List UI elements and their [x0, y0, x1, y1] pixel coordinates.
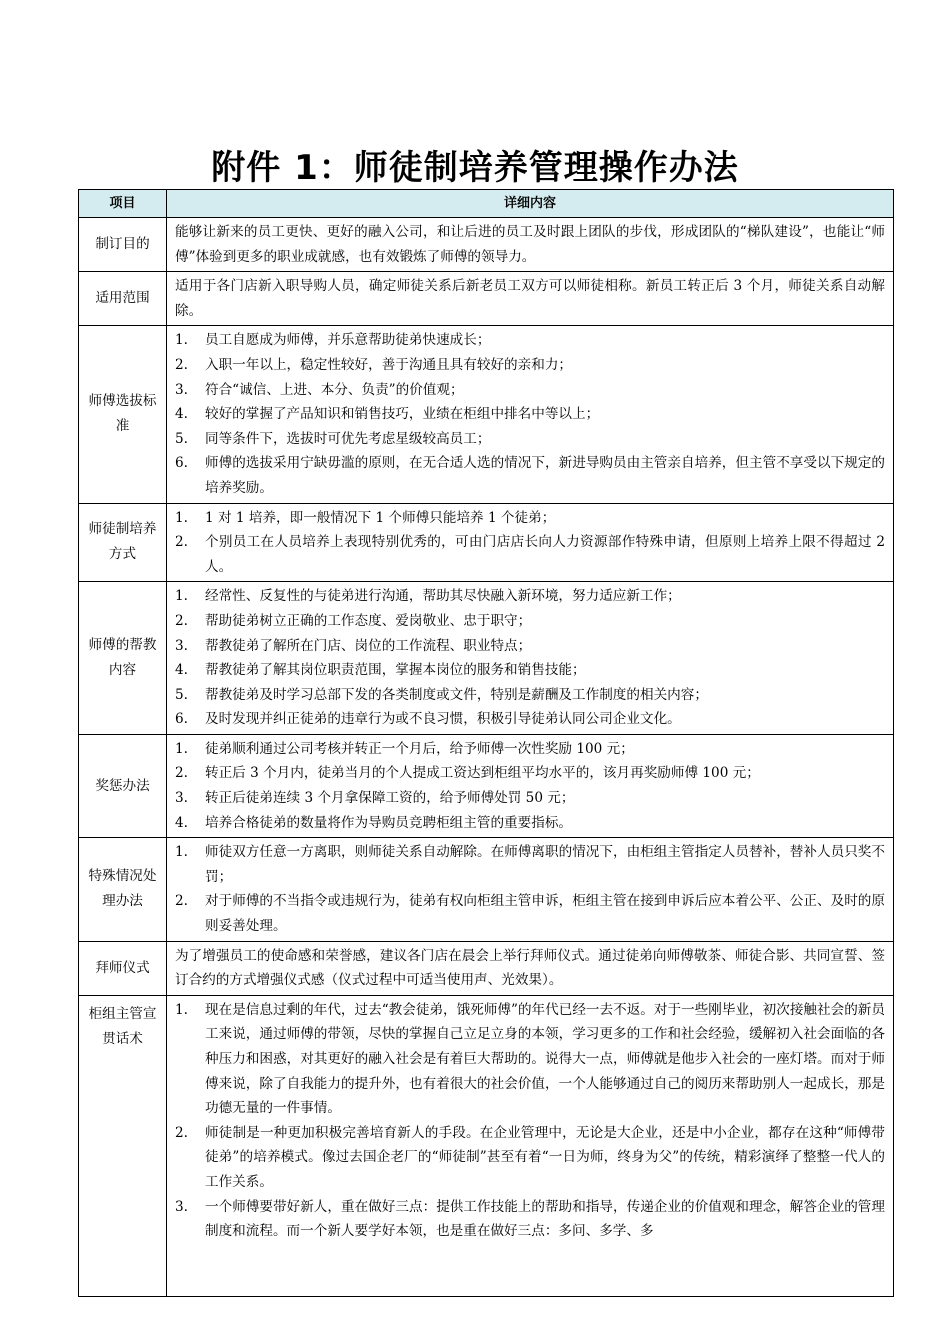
page-title: 附件 1：师徒制培养管理操作办法 [211, 148, 739, 188]
list-item [175, 1195, 885, 1244]
numbered-list [175, 506, 885, 580]
row-item: 柜组主管宣贯话术 [79, 995, 167, 1296]
row-detail [167, 503, 894, 582]
list-number: 2. [175, 893, 188, 910]
list-number: 6. [175, 455, 188, 472]
list-number: 1. [175, 509, 188, 526]
row-detail [167, 582, 894, 735]
truncated-content [175, 998, 885, 1294]
row-detail [167, 838, 894, 941]
header-detail: 详细内容 [167, 190, 894, 218]
table-row [79, 838, 894, 941]
list-number: 3. [175, 1198, 188, 1215]
row-detail [167, 734, 894, 837]
list-number: 2. [175, 534, 188, 551]
list-text: 师傅的选拔采用宁缺毋滥的原则，在无合适人选的情况下，新进导购员由主管亲自培养，但主管不享受以下规定的培养奖励。 [205, 455, 885, 496]
row-item: 拜师仪式 [79, 941, 167, 995]
list-number: 3. [175, 790, 188, 807]
list-number: 2. [175, 356, 188, 373]
list-number: 5. [175, 430, 188, 447]
numbered-list [175, 840, 885, 938]
table-row [79, 582, 894, 735]
row-item: 制订目的 [79, 218, 167, 272]
table-row [79, 272, 894, 326]
list-item [175, 811, 885, 836]
numbered-list [175, 584, 885, 732]
list-item [175, 402, 885, 427]
numbered-list [175, 328, 885, 500]
list-item [175, 1121, 885, 1195]
list-number: 2. [175, 765, 188, 782]
list-text: 帮教徒弟及时学习总部下发的各类制度或文件，特别是薪酬及工作制度的相关内容； [205, 686, 708, 703]
row-detail: 适用于各门店新入职导购人员，确定师徒关系后新老员工双方可以师徒相称。新员工转正后 3 个月，师徒关系自动解除。 [167, 272, 894, 326]
list-number: 1. [175, 588, 188, 605]
list-number: 1. [175, 844, 188, 861]
list-item [175, 634, 885, 659]
list-number: 1. [175, 332, 188, 349]
list-item [175, 451, 885, 500]
numbered-list [175, 998, 885, 1244]
list-text: 入职一年以上，稳定性较好，善于沟通且具有较好的亲和力； [205, 356, 573, 373]
list-text: 帮助徒弟树立正确的工作态度、爱岗敬业、忠于职守； [205, 612, 532, 629]
list-item [175, 427, 885, 452]
header-item: 项目 [79, 190, 167, 218]
list-number: 4. [175, 662, 188, 679]
list-text: 师徒制是一种更加积极完善培育新人的手段。在企业管理中，无论是大企业，还是中小企业，都存在这种“师傅带徒弟”的培养模式。像过去国企老厂的“师徒制”甚至有着“一日为师，终身为父”的传统，精彩演绎了整整一代人的工作关系。 [205, 1124, 885, 1190]
row-detail [167, 326, 894, 503]
list-text: 帮教徒弟了解所在门店、岗位的工作流程、职业特点； [205, 637, 532, 654]
table-row [79, 218, 894, 272]
list-item [175, 506, 885, 531]
table-header-row [79, 190, 894, 218]
table-row [79, 995, 894, 1296]
list-item [175, 658, 885, 683]
list-number: 6. [175, 711, 188, 728]
list-number: 5. [175, 686, 188, 703]
row-detail: 为了增强员工的使命感和荣誉感，建议各门店在晨会上举行拜师仪式。通过徒弟向师傅敬茶、师徒合影、共同宣誓、签订合约的方式增强仪式感（仪式过程中可适当使用声、光效果）。 [167, 941, 894, 995]
list-item [175, 584, 885, 609]
list-text: 员工自愿成为师傅，并乐意帮助徒弟快速成长； [205, 332, 491, 349]
list-text: 较好的掌握了产品知识和销售技巧，业绩在柜组中排名中等以上； [205, 406, 600, 423]
list-item [175, 353, 885, 378]
list-item [175, 609, 885, 634]
list-item [175, 530, 885, 579]
list-text: 经常性、反复性的与徒弟进行沟通，帮助其尽快融入新环境，努力适应新工作； [205, 588, 681, 605]
table-row [79, 941, 894, 995]
list-text: 徒弟顺利通过公司考核并转正一个月后，给予师傅一次性奖励 100 元； [205, 740, 634, 757]
list-number: 4. [175, 814, 188, 831]
list-text: 现在是信息过剩的年代，过去“教会徒弟，饿死师傅”的年代已经一去不返。对于一些刚毕业，初次接触社会的新员工来说，通过师傅的带领，尽快的掌握自己立足立身的本领，学习更多的工作和社会经验，缓解初入社会面临的各种压力和困惑，对其更好的融入社会是有着巨大帮助的。说得大一点，师傅就是他步入社会的一座灯塔。而对于师傅来说，除了自我能力的提升外，也有着很大的社会价值，一个人能够通过自己的阅历来帮助别人一起成长，那是功德无量的一件事情。 [205, 1001, 885, 1117]
list-item [175, 328, 885, 353]
list-number: 4. [175, 406, 188, 423]
list-number: 2. [175, 1124, 188, 1141]
list-number: 1. [175, 740, 188, 757]
table-row [79, 326, 894, 503]
row-item: 特殊情况处理办法 [79, 838, 167, 941]
list-text: 转正后徒弟连续 3 个月拿保障工资的，给予师傅处罚 50 元； [205, 790, 575, 807]
row-item: 师傅选拔标准 [79, 326, 167, 503]
list-text: 对于师傅的不当指令或违规行为，徒弟有权向柜组主管申诉，柜组主管在接到申诉后应本着公平、公正、及时的原则妥善处理。 [205, 893, 885, 935]
table-row [79, 503, 894, 582]
numbered-list [175, 737, 885, 835]
list-text: 1 对 1 培养，即一般情况下 1 个师傅只能培养 1 个徒弟； [205, 509, 556, 526]
list-item [175, 737, 885, 762]
list-text: 一个师傅要带好新人，重在做好三点：提供工作技能上的帮助和指导，传递企业的价值观和理念，解答企业的管理制度和流程。而一个新人要学好本领，也是重在做好三点：多问、多学、多 [205, 1198, 885, 1240]
list-text: 师徒双方任意一方离职，则师徒关系自动解除。在师傅离职的情况下，由柜组主管指定人员替补，替补人员只奖不罚； [205, 844, 885, 885]
list-item [175, 761, 885, 786]
list-number: 1. [175, 1001, 188, 1018]
list-text: 个别员工在人员培养上表现特别优秀的，可由门店店长向人力资源部作特殊申请，但原则上培养上限不得超过 2 人。 [205, 534, 885, 575]
row-detail: 能够让新来的员工更快、更好的融入公司，和让后进的员工及时跟上团队的步伐，形成团队的“梯队建设”，也能让“师傅”体验到更多的职业成就感，也有效锻炼了师傅的领导力。 [167, 218, 894, 272]
list-text: 同等条件下，选拔时可优先考虑星级较高员工； [205, 430, 491, 447]
list-text: 培养合格徒弟的数量将作为导购员竞聘柜组主管的重要指标。 [205, 814, 573, 831]
list-number: 3. [175, 637, 188, 654]
row-item: 奖惩办法 [79, 734, 167, 837]
list-number: 2. [175, 612, 188, 629]
row-detail [167, 995, 894, 1296]
list-item [175, 840, 885, 889]
row-item: 师傅的帮教内容 [79, 582, 167, 735]
list-item [175, 786, 885, 811]
list-text: 及时发现并纠正徒弟的违章行为或不良习惯，积极引导徒弟认同公司企业文化。 [205, 711, 681, 728]
table-row [79, 734, 894, 837]
row-item: 适用范围 [79, 272, 167, 326]
procedure-table [78, 189, 894, 1297]
list-item [175, 378, 885, 403]
list-item [175, 889, 885, 938]
list-item [175, 707, 885, 732]
list-text: 转正后 3 个月内，徒弟当月的个人提成工资达到柜组平均水平的，该月再奖励师傅 100 元； [205, 765, 760, 782]
list-text: 帮教徒弟了解其岗位职责范围，掌握本岗位的服务和销售技能； [205, 662, 586, 679]
row-item: 师徒制培养方式 [79, 503, 167, 582]
list-number: 3. [175, 381, 188, 398]
list-item [175, 683, 885, 708]
list-item [175, 998, 885, 1121]
list-text: 符合“诚信、上进、本分、负责”的价值观； [205, 381, 464, 398]
